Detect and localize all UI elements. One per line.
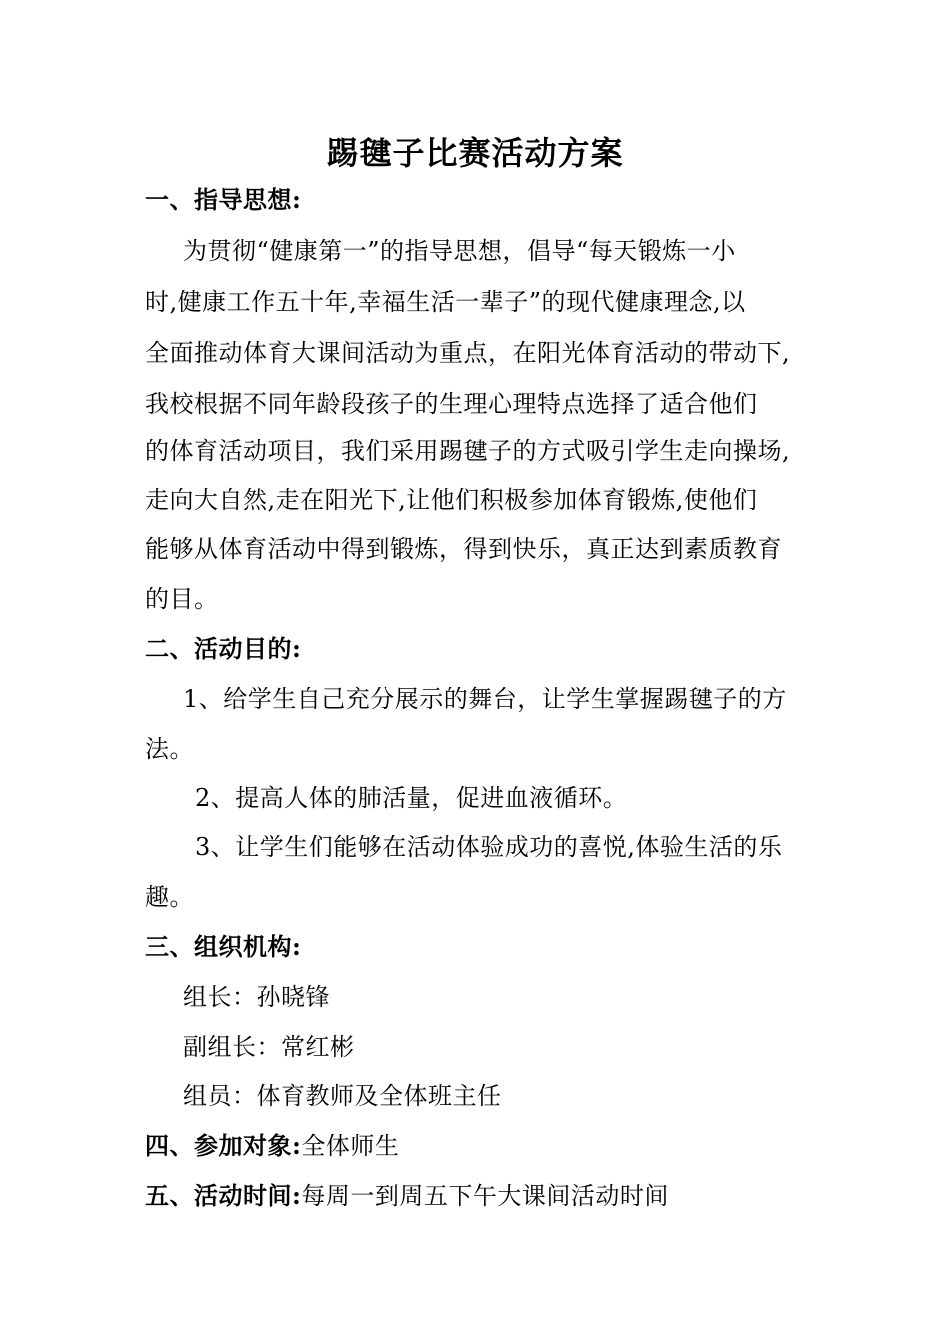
section-heading-activity-time: 五、活动时间: [145, 1181, 302, 1210]
organization-leader: 组长：孙晓锋 [183, 983, 330, 1011]
section-heading-organization: 三、组织机构: [145, 932, 302, 961]
organization-members: 组员：体育教师及全体班主任 [183, 1082, 502, 1110]
purpose-item-3-continuation: 趣。 [145, 883, 194, 911]
purpose-item-1-continuation: 法。 [145, 735, 194, 763]
purpose-item-2: 2、提高人体的肺活量，促进血液循环。 [195, 784, 628, 812]
paragraph-line: 全面推动体育大课间活动为重点，在阳光体育活动的带动下, [145, 339, 791, 367]
section-heading-guiding-ideology: 一、指导思想: [145, 185, 302, 214]
section-heading-participants: 四、参加对象: [145, 1131, 302, 1160]
purpose-item-1: 1、给学生自己充分展示的舞台，让学生掌握踢毽子的方 [183, 685, 787, 713]
paragraph-line: 走向大自然,走在阳光下,让他们积极参加体育锻炼,使他们 [145, 486, 758, 514]
participants-value: 全体师生 [301, 1132, 400, 1160]
document-title: 踢毽子比赛活动方案 [326, 134, 624, 172]
organization-deputy-leader: 副组长：常红彬 [183, 1033, 355, 1061]
paragraph-line: 的体育活动项目，我们采用踢毽子的方式吸引学生走向操场, [145, 437, 791, 465]
activity-time-value: 每周一到周五下午大课间活动时间 [301, 1182, 669, 1210]
paragraph-line: 能够从体育活动中得到锻炼，得到快乐，真正达到素质教育 [145, 535, 782, 563]
paragraph-line: 我校根据不同年龄段孩子的生理心理特点选择了适合他们 [145, 390, 758, 418]
paragraph-line: 为贯彻“健康第一”的指导思想，倡导“每天锻炼一小 [183, 237, 736, 265]
paragraph-line: 时,健康工作五十年,幸福生活一辈子”的现代健康理念,以 [145, 288, 746, 316]
section-participants [145, 1131, 399, 1161]
purpose-item-3: 3、让学生们能够在活动体验成功的喜悦,体验生活的乐 [195, 833, 783, 861]
section-heading-activity-purpose: 二、活动目的: [145, 634, 302, 663]
section-activity-time [145, 1181, 669, 1211]
paragraph-line: 的目。 [145, 585, 219, 613]
